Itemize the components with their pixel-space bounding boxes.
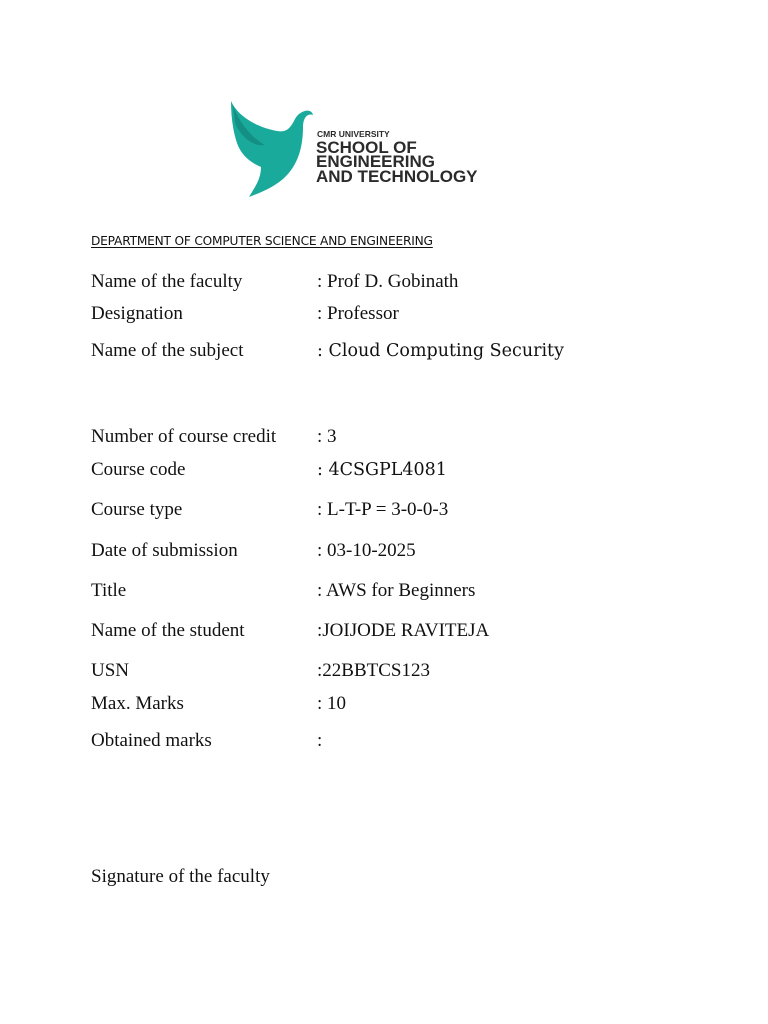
field-label: Name of the student [91, 620, 245, 641]
field-value: :22BBTCS123 [317, 660, 430, 681]
university-logo [195, 93, 511, 199]
field-label: USN [91, 660, 130, 681]
field-row-course-type [91, 497, 691, 523]
field-row-obtained-marks [91, 728, 691, 754]
field-row-submission-date [91, 538, 691, 564]
field-value: : Cloud Computing Security [317, 341, 564, 361]
field-row-course-code [91, 457, 691, 483]
field-value: :JOIJODE RAVITEJA [317, 620, 490, 641]
field-value: : Prof D. Gobinath [317, 271, 459, 292]
field-label: Max. Marks [91, 693, 184, 714]
field-row-usn [91, 658, 691, 684]
signature-label: Signature of the faculty [91, 866, 270, 887]
field-label: Title [91, 580, 127, 601]
field-label: Date of submission [91, 540, 238, 561]
field-row-subject [91, 338, 691, 364]
field-label: Course type [91, 499, 183, 520]
department-heading: DEPARTMENT OF COMPUTER SCIENCE AND ENGINEERING [91, 234, 433, 248]
logo-university-text: CMR UNIVERSITY [317, 129, 390, 139]
field-label: Name of the subject [91, 340, 244, 361]
field-row-credit [91, 424, 691, 450]
field-value: : L-T-P = 3-0-0-3 [317, 499, 449, 520]
field-label: Name of the faculty [91, 271, 243, 292]
field-row-student-name [91, 618, 691, 644]
field-row-title [91, 578, 691, 604]
field-label: Course code [91, 459, 186, 480]
field-value: : 3 [317, 426, 337, 447]
field-value: : AWS for Beginners [317, 580, 476, 601]
logo-line1-text: SCHOOL OF [316, 138, 417, 157]
field-value: : [317, 730, 323, 751]
field-label: Number of course credit [91, 426, 277, 447]
field-row-faculty [91, 269, 691, 295]
field-value: : 4CSGPL4081 [317, 460, 447, 480]
field-value: : Professor [317, 303, 399, 324]
logo-line3-text: AND TECHNOLOGY [316, 167, 478, 186]
field-label: Designation [91, 303, 183, 324]
swan-logo-icon [195, 93, 511, 199]
field-value: : 03-10-2025 [317, 540, 416, 561]
logo-line2-text: ENGINEERING [316, 152, 436, 171]
field-value: : 10 [317, 693, 347, 714]
field-label: Obtained marks [91, 730, 212, 751]
field-row-designation [91, 301, 691, 327]
field-row-max-marks [91, 691, 691, 717]
